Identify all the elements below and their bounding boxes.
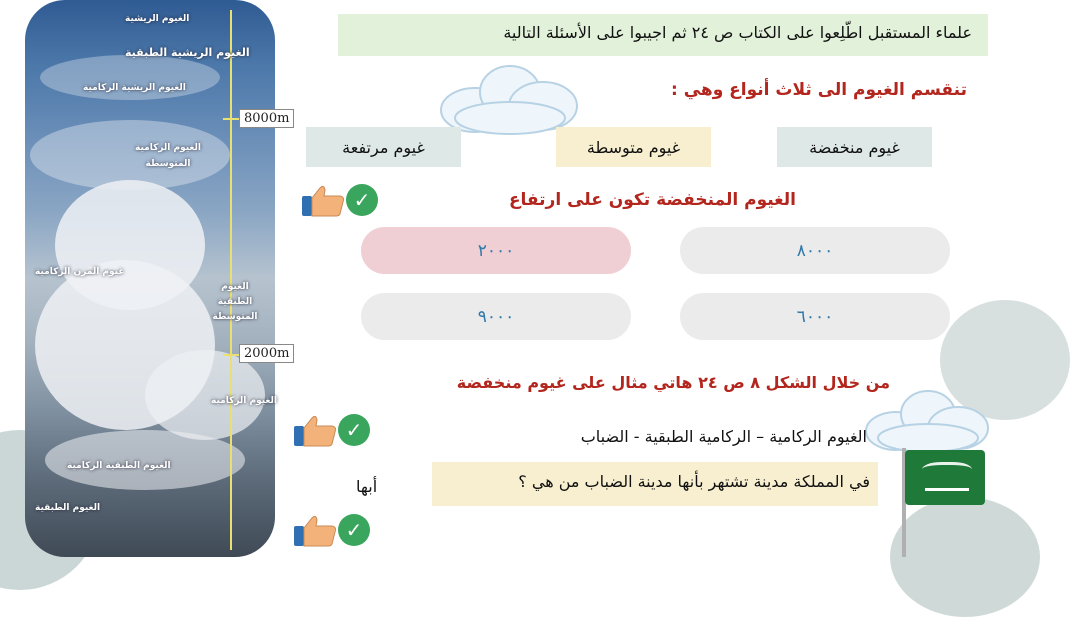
check-icon: ✓	[338, 414, 370, 446]
altitude-tick	[223, 354, 239, 356]
decor-blob	[890, 497, 1040, 617]
answer-low-clouds[interactable]: غيوم منخفضة	[777, 127, 932, 167]
label-altostratus: الغيوم الطبقية المتوسطة	[212, 282, 258, 322]
option-8000[interactable]: ٨٠٠٠	[680, 227, 950, 274]
cloud-types-image	[25, 0, 290, 557]
label-cumulus: الغيوم الركامية	[211, 396, 277, 406]
title-banner	[338, 14, 988, 56]
page-title: علماء المستقبل اطّلِعوا على الكتاب ص ٢٤ ثم اجيبوا على الأسئلة التالية	[503, 23, 972, 42]
label-stratus: الغيوم الطبقية	[35, 503, 101, 513]
cloud-icon	[860, 385, 995, 455]
check-icon: ✓	[346, 184, 378, 216]
cloud-shape	[40, 55, 220, 100]
label-stratocumulus: الغيوم الطبقية الركامية	[67, 461, 171, 471]
answer-medium-clouds[interactable]: غيوم متوسطة	[556, 127, 711, 167]
option-6000[interactable]: ٦٠٠٠	[680, 293, 950, 340]
option-9000[interactable]: ٩٠٠٠	[361, 293, 631, 340]
city-question: في المملكة مدينة تشتهر بأنها مدينة الضباب من هي ؟	[518, 472, 870, 491]
thumbs-up-icon	[300, 184, 346, 218]
altitude-tick	[223, 118, 239, 120]
label-altocumulus: الغيوم الركامية المتوسطة	[135, 143, 201, 169]
feedback-correct	[292, 410, 372, 450]
label-cumulonimbus: غيوم المزن الركامية	[35, 267, 125, 277]
cloud-types-question: تنقسم الغيوم الى ثلاث أنواع وهي :	[670, 80, 967, 100]
example-question: من خلال الشكل ٨ ص ٢٤ هاتي مثال على غيوم منخفضة	[456, 373, 890, 392]
example-answer: الغيوم الركامية – الركامية الطبقية - الضباب	[580, 427, 867, 446]
answer-high-clouds[interactable]: غيوم مرتفعة	[306, 127, 461, 167]
option-2000-selected[interactable]: ٢٠٠٠	[361, 227, 631, 274]
cloud-shape	[45, 430, 245, 490]
cloud-icon	[435, 58, 585, 138]
feedback-correct	[300, 180, 380, 220]
check-icon: ✓	[338, 514, 370, 546]
label-cirrostratus: الغيوم الريشية الطبقية	[125, 46, 250, 59]
label-cirrus: الغيوم الريشية	[125, 14, 190, 24]
altitude-label-high: 8000m	[239, 109, 294, 128]
flag-sword	[925, 488, 969, 491]
feedback-correct	[292, 510, 372, 550]
city-answer: أبها	[356, 477, 378, 496]
altitude-question: الغيوم المنخفضة تكون على ارتفاع	[508, 190, 796, 210]
cloud-shape	[145, 350, 265, 440]
altitude-label-low: 2000m	[239, 344, 294, 363]
thumbs-up-icon	[292, 514, 338, 548]
label-cirrocumulus: الغيوم الريشية الركامية	[83, 83, 186, 93]
thumbs-up-icon	[292, 414, 338, 448]
flag-emblem	[922, 462, 972, 480]
